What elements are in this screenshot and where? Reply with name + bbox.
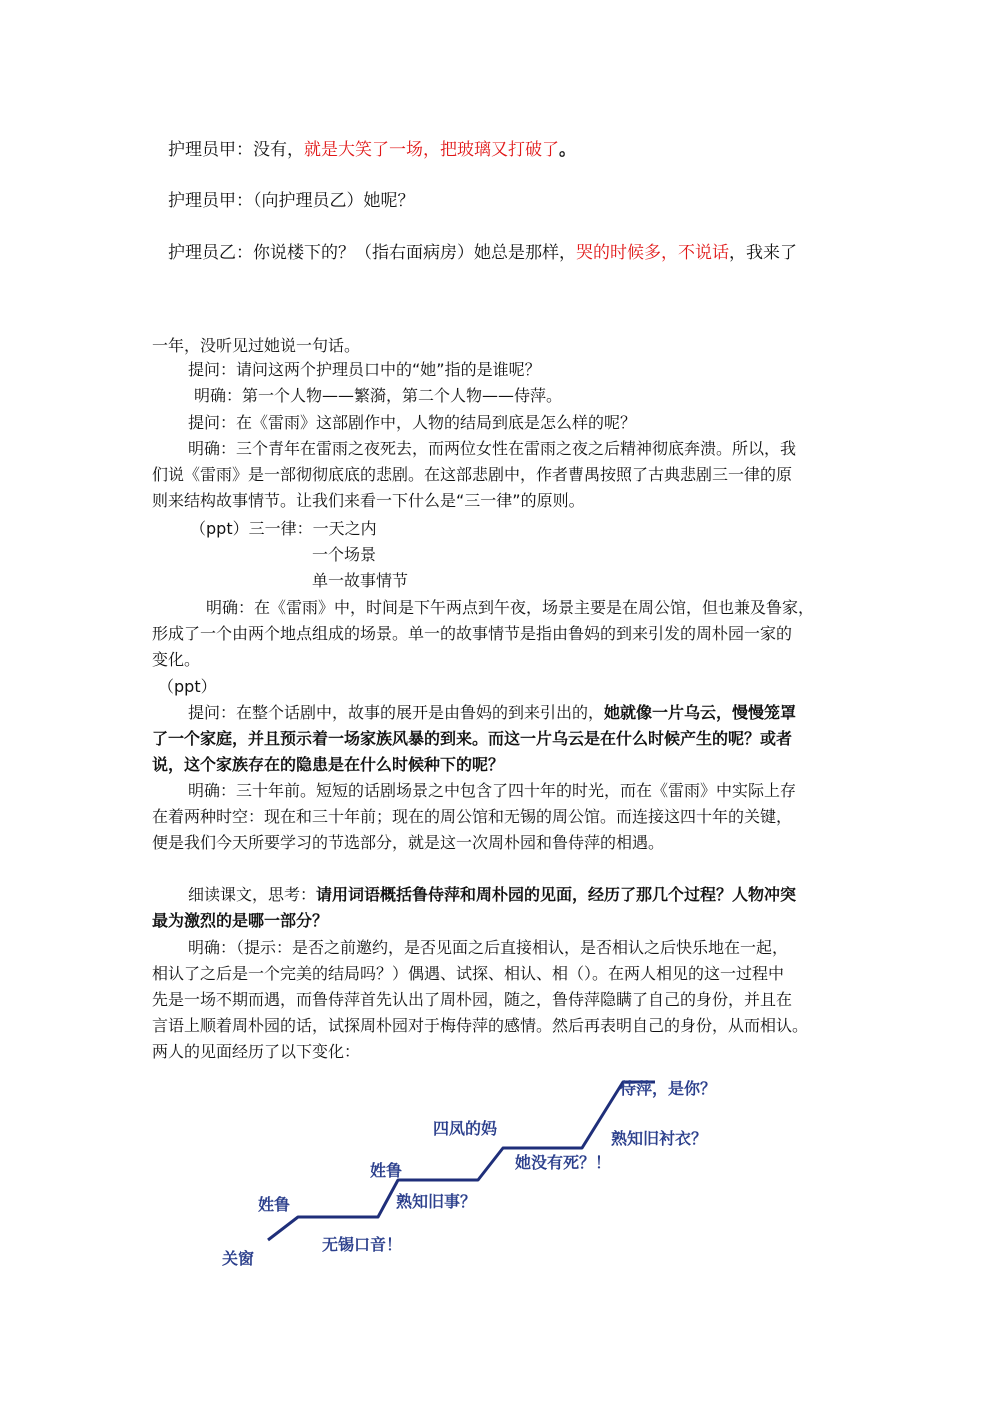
ppt-line: （ppt）三一律：一天之内: [190, 519, 377, 538]
ppt-line: （ppt）: [158, 677, 217, 696]
answer-line: 明确：三十年前。短短的话剧场景之中包含了四十年的时光，而在《雷雨》中实际上存: [188, 781, 797, 800]
dialogue-line-2: 护理员甲：（向护理员乙）她呢？: [168, 191, 415, 211]
paragraph-line: 形成了一个由两个地点组成的场景。单一的故事情节是指由鲁妈的到来引发的周朴园一家的: [152, 624, 793, 643]
step-label-surname-lu-1: 姓鲁: [258, 1195, 291, 1214]
highlighted-text: 就是大笑了一场，把玻璃又打破了: [304, 140, 559, 160]
bold-question-line: 了一个家庭，并且预示着一场家族风暴的到来。而这一片乌云是在什么时候产生的呢？或者: [152, 729, 793, 748]
question-line: 提问：请问这两个护理员口中的“她”指的是谁呢？: [188, 360, 541, 379]
paragraph-line: 先是一场不期而遇，而鲁侍萍首先认出了周朴园，随之，鲁侍萍隐瞒了自己的身份，并且在: [152, 990, 793, 1009]
paragraph-line: 言语上顺着周朴园的话，试探周朴园对于梅侍萍的感情。然后再表明自己的身份，从而相认。: [152, 1016, 809, 1035]
answer-line: 明确：（提示：是否之前邀约，是否见面之后直接相认，是否相认之后快乐地在一起，: [188, 938, 789, 957]
question-text: 提问：在整个话剧中，故事的展开是由鲁妈的到来引出的，: [188, 703, 605, 722]
dialogue-line-3: [168, 243, 797, 263]
step-label-shiping-is-you: 侍萍，是你？: [620, 1079, 717, 1098]
task-text: 细读课文，思考：: [188, 885, 317, 904]
question-line: [188, 703, 796, 723]
step-label-old-stories: 熟知旧事？: [396, 1192, 477, 1211]
step-label-not-dead: 她没有死？！: [515, 1153, 612, 1172]
answer-line: 明确：在《雷雨》中，时间是下午两点到午夜，场景主要是在周公馆，但也兼及鲁家，: [206, 598, 815, 617]
paragraph-line: 在着两种时空：现在和三十年前；现在的周公馆和无锡的周公馆。而连接这四十年的关键，: [152, 807, 793, 826]
bold-question: 她就像一片乌云，慢慢笼罩: [604, 703, 797, 722]
paragraph-line: 变化。: [152, 650, 201, 669]
highlighted-text: 哭的时候多，不说话: [576, 243, 729, 263]
step-label-surname-lu-2: 姓鲁: [370, 1161, 403, 1180]
answer-line: 明确：三个青年在雷雨之夜死去，而两位女性在雷雨之夜之后精神彻底奔溃。所以，我: [188, 439, 797, 458]
rule-item: 单一故事情节: [312, 571, 409, 590]
answer-line: 明确：第一个人物——繁漪，第二个人物——侍萍。: [194, 386, 563, 405]
rule-item: 一个场景: [312, 545, 377, 564]
step-label-wuxi-accent: 无锡口音！: [322, 1235, 403, 1254]
dialogue-line-1: [168, 140, 576, 160]
dialogue-tail: ，我来了: [729, 243, 797, 263]
step-label-old-shirt: 熟知旧衬衣？: [611, 1129, 708, 1148]
paragraph-line: 一年，没听见过她说一句话。: [152, 336, 361, 355]
dialogue-speaker-text: 护理员甲：没有，: [168, 140, 304, 160]
dialogue-speaker-text: 护理员乙：你说楼下的？（指右面病房）她总是那样，: [168, 243, 576, 263]
step-label-sifeng-mother: 四凤的妈: [433, 1119, 498, 1138]
relationship-staircase-diagram: [200, 1060, 800, 1280]
paragraph-line: 相认了之后是一个完美的结局吗？）偶遇、试探、相认、相（）。在两人相见的这一过程中: [152, 964, 785, 983]
bold-question-line: 说，这个家族存在的隐患是在什么时候种下的呢？: [152, 755, 505, 774]
paragraph-line: 则来结构故事情节。让我们来看一下什么是“三一律”的原则。: [152, 491, 585, 510]
step-label-close-window: 关窗: [222, 1249, 255, 1268]
task-line: [188, 885, 796, 905]
bold-task-line: 最为激烈的是哪一部分？: [152, 911, 329, 930]
bold-task: 请用词语概括鲁侍萍和周朴园的见面，经历了那几个过程？人物冲突: [316, 885, 797, 904]
paragraph-line: 两人的见面经历了以下变化：: [152, 1042, 361, 1061]
paragraph-line: 便是我们今天所要学习的节选部分，就是这一次周朴园和鲁侍萍的相遇。: [152, 833, 665, 852]
question-line: 提问：在《雷雨》这部剧作中，人物的结局到底是怎么样的呢？: [188, 413, 637, 432]
paragraph-line: 们说《雷雨》是一部彻彻底底的悲剧。在这部悲剧中，作者曹禺按照了古典悲剧三一律的原: [152, 465, 793, 484]
period: 。: [559, 140, 576, 160]
